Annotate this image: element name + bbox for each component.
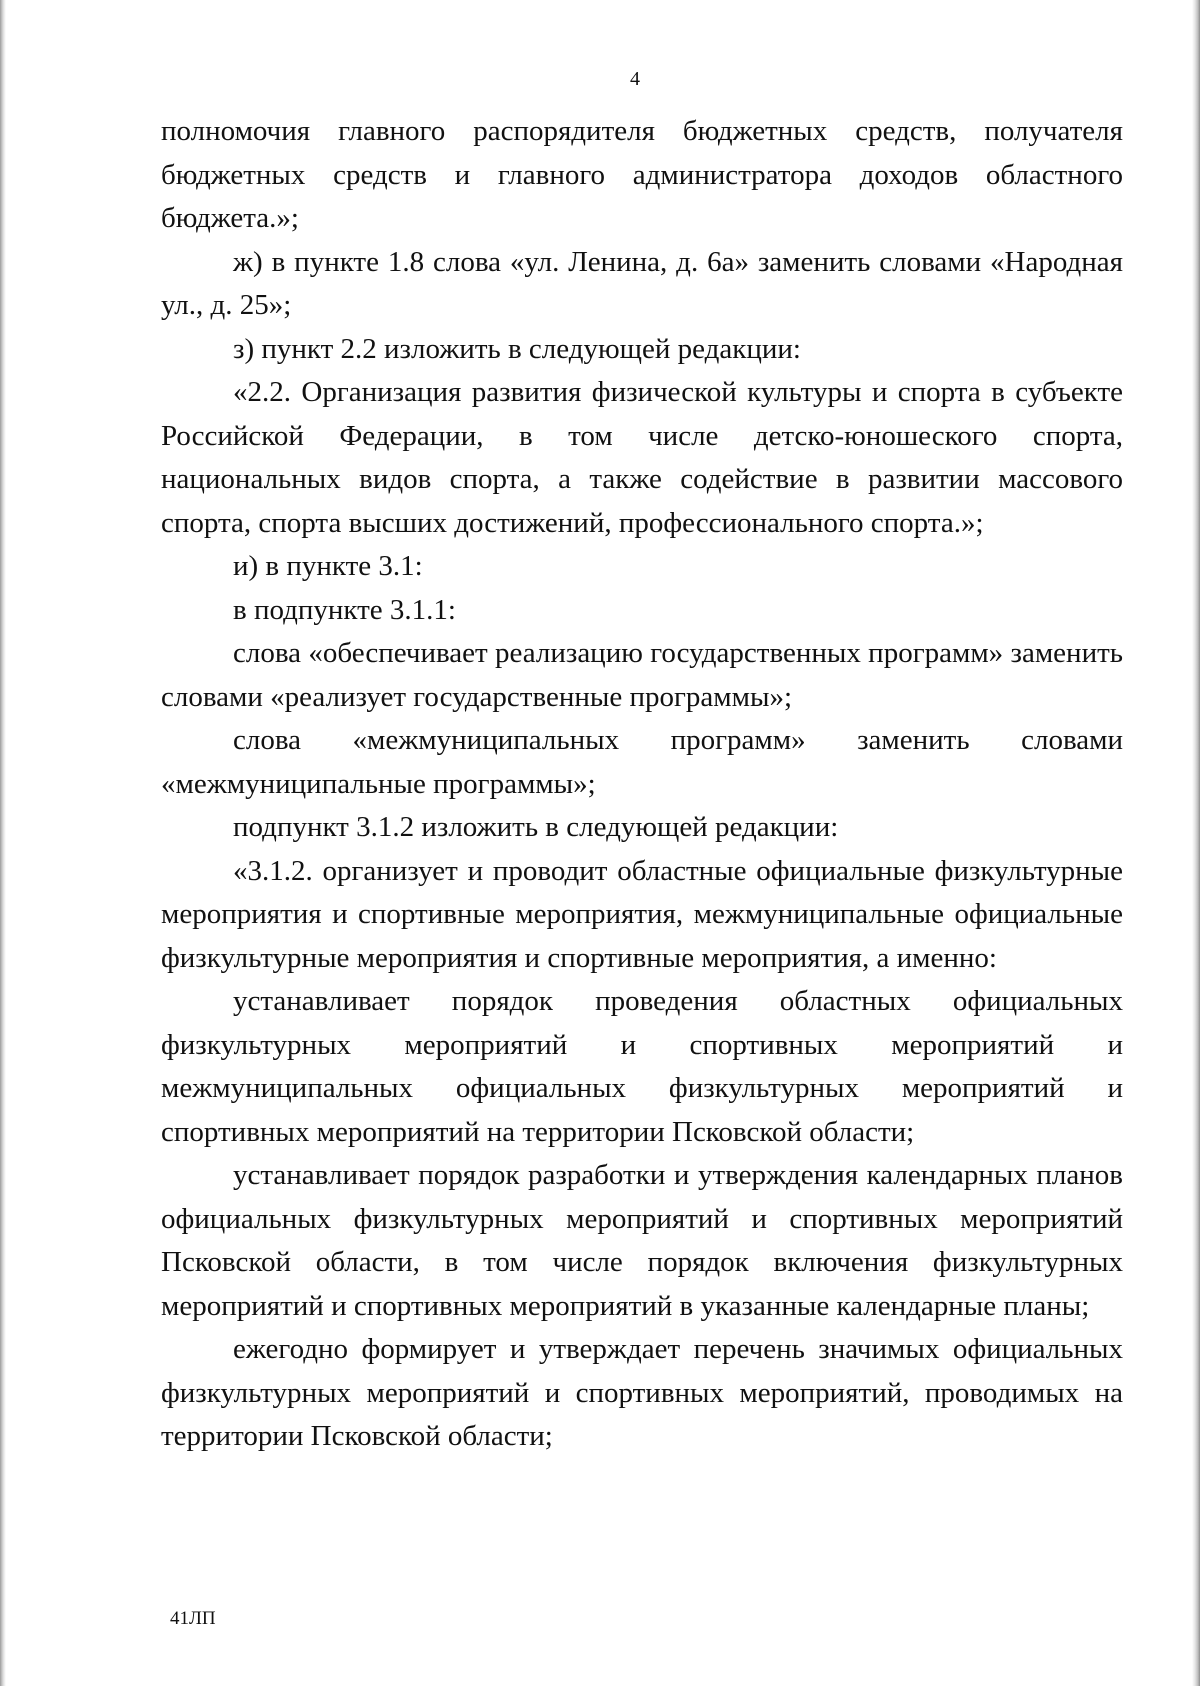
scan-left-edge	[0, 0, 6, 1686]
paragraph-11: устанавливает порядок проведения областных официальных физкультурных мероприятий и спортивных мероприятий и межмуниципальных официальных физкультурных мероприятий и спортивных мероприятий на территории Псковской области;	[161, 985, 1123, 1148]
document-code: 41ЛП	[170, 1608, 216, 1629]
document-body	[161, 110, 1123, 1459]
paragraph-2: ж) в пункте 1.8 слова «ул. Ленина, д. 6а» заменить словами «Народная ул., д. 25»;	[161, 245, 1123, 321]
paragraph-8: слова «межмуниципальных программ» заменить словами «межмуниципальные программы»;	[161, 724, 1123, 800]
paragraph-12: устанавливает порядок разработки и утверждения календарных планов официальных физкультурных мероприятий и спортивных мероприятий Псковской области, в том числе порядок включения физкультурных мероприятий и спортивных мероприятий в указанные календарные планы;	[161, 1159, 1123, 1322]
paragraph-3: з) пункт 2.2 изложить в следующей редакции:	[233, 332, 801, 365]
paragraph-10: «3.1.2. организует и проводит областные официальные физкультурные мероприятия и спортивные мероприятия, межмуниципальные официальные физкультурные мероприятия и спортивные мероприятия, а именно:	[161, 854, 1123, 974]
paragraph-1: полномочия главного распорядителя бюджетных средств, получателя бюджетных средств и главного администратора доходов областного бюджета.»;	[161, 115, 1123, 234]
paragraph-7: слова «обеспечивает реализацию государственных программ» заменить словами «реализует государственные программы»;	[161, 637, 1123, 713]
page-number: 4	[630, 68, 640, 90]
paragraph-4: «2.2. Организация развития физической культуры и спорта в субъекте Российской Федерации, в том числе детско-юношеского спорта, национальных видов спорта, а также содействие в развитии массового спорта, спорта высших достижений, профессионального спорта.»;	[161, 376, 1123, 539]
paragraph-9: подпункт 3.1.2 изложить в следующей редакции:	[233, 811, 839, 843]
paragraph-6: в подпункте 3.1.1:	[233, 593, 456, 626]
paragraph-5: и) в пункте 3.1:	[233, 550, 423, 582]
scan-right-edge	[1192, 0, 1200, 1686]
paragraph-13: ежегодно формирует и утверждает перечень значимых официальных физкультурных мероприятий и спортивных мероприятий, проводимых на территории Псковской области;	[161, 1333, 1123, 1452]
